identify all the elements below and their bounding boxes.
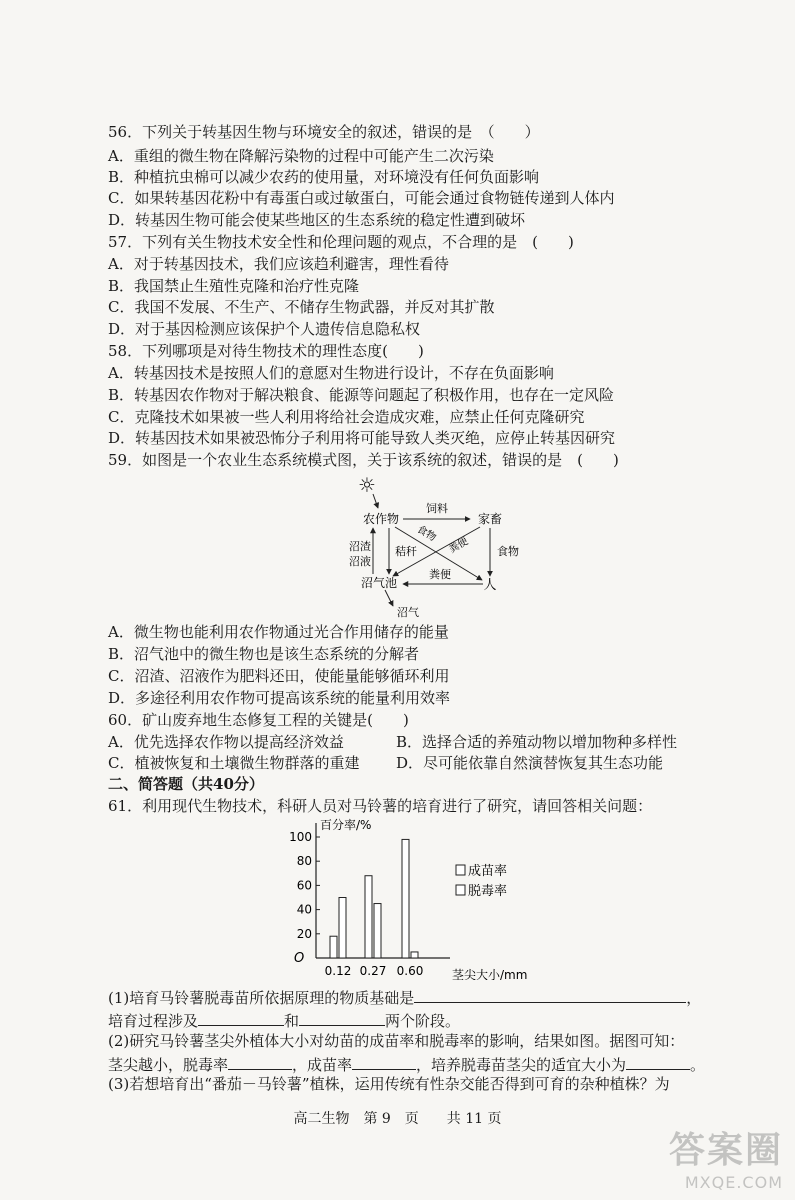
label-biogas: 沼气 <box>397 606 419 619</box>
bar-chart <box>270 815 570 980</box>
label-food-right: 食物 <box>497 545 519 558</box>
x-tick-label: 0.12 <box>324 964 352 978</box>
answer-blank-5[interactable] <box>352 1053 416 1070</box>
q61-sub1b-end: 两个阶段。 <box>385 1012 461 1030</box>
q61-sub1b-and: 和 <box>284 1012 300 1030</box>
q57-option-d: D．对于基因检测应该保护个人遗传信息隐私权 <box>108 320 421 338</box>
q58-stem: 58．下列哪项是对待生物技术的理性态度( ) <box>108 342 424 360</box>
arrow-biogas-out <box>385 590 393 606</box>
legend-swatch <box>456 865 465 875</box>
answer-blank-1[interactable] <box>414 986 686 1003</box>
q58-option-c: C．克隆技术如果被一些人利用将给社会造成灾难，应禁止任何克隆研究 <box>108 408 585 426</box>
q60-stem: 60．矿山废弃地生态修复工程的关键是( ) <box>108 711 409 729</box>
q57-option-c: C．我国不发展、不生产、不储存生物武器，并反对其扩散 <box>108 298 495 316</box>
q60-option-d: D．尽可能依靠自然演替恢复其生态功能 <box>396 754 664 772</box>
q60-option-a: A．优先选择农作物以提高经济效益 <box>108 733 344 751</box>
q61-stem: 61．利用现代生物技术，科研人员对马铃薯的培育进行了研究，请回答相关问题： <box>108 797 653 815</box>
q61-sub1b-text: 培育过程涉及 <box>108 1012 199 1030</box>
label-food-diagonal: 食物 <box>414 523 438 544</box>
y-axis-label: 百分率/% <box>320 818 372 832</box>
q58-option-b: B．转基因农作物对于解决粮食、能源等问题起了积极作用，也存在一定风险 <box>108 386 615 404</box>
node-biogas-pool: 沼气池 <box>360 576 398 590</box>
q61-sub2-text4: 。 <box>690 1056 706 1074</box>
legend-swatch <box>456 885 465 895</box>
bar-virus-free-rate <box>411 952 418 958</box>
answer-blank-2[interactable] <box>198 1009 284 1026</box>
q61-sub1-line2 <box>108 1009 460 1031</box>
q56-option-d: D．转基因生物可能会使某些地区的生态系统的稳定性遭到破坏 <box>108 211 526 229</box>
q58-option-d: D．转基因技术如果被恐怖分子利用将可能导致人类灭绝，应停止转基因研究 <box>108 429 616 447</box>
watermark-big: 答案圈 <box>668 1130 783 1171</box>
x-tick-label: 0.27 <box>359 964 387 978</box>
page-footer: 高二生物 第 9 页 共 11 页 <box>293 1111 502 1127</box>
y-tick-label: 80 <box>296 854 312 869</box>
q58-option-a: A．转基因技术是按照人们的意愿对生物进行设计，不存在负面影响 <box>108 364 554 382</box>
answer-blank-3[interactable] <box>299 1009 385 1026</box>
q56-option-a: A．重组的微生物在降解污染物的过程中可能产生二次污染 <box>108 147 494 165</box>
q61-sub1-line1 <box>108 986 701 1008</box>
answer-blank-6[interactable] <box>626 1053 690 1070</box>
y-tick-label: 100 <box>289 830 312 844</box>
q56-stem: 56．下列关于转基因生物与环境安全的叙述，错误的是 （ ） <box>108 123 540 141</box>
ecosystem-diagram <box>345 472 520 620</box>
label-residue-2: 沼液 <box>349 555 371 568</box>
q61-sub2-line2 <box>108 1053 705 1075</box>
q61-sub2-text1: 茎尖越小，脱毒率 <box>108 1056 229 1074</box>
answer-blank-4[interactable] <box>228 1053 292 1070</box>
label-residue-1: 沼渣 <box>349 540 371 553</box>
x-axis-label: 茎尖大小/mm <box>452 968 528 980</box>
q61-sub2-text3: ，培养脱毒苗茎尖的适宜大小为 <box>416 1056 627 1074</box>
q59-option-b: B．沼气池中的微生物也是该生态系统的分解者 <box>108 645 420 663</box>
q56-option-b: B．种植抗虫棉可以减少农药的使用量，对环境没有任何负面影响 <box>108 168 540 186</box>
q60-option-c: C．植被恢复和土壤微生物群落的重建 <box>108 754 360 772</box>
q61-sub3: (3)若想培育出“番茄－马铃薯”植株，运用传统有性杂交能否得到可育的杂种植株？为 <box>108 1075 670 1093</box>
node-human: 人 <box>483 578 497 593</box>
bar-seedling-rate <box>402 839 409 958</box>
q59-option-a: A．微生物也能利用农作物通过光合作用储存的能量 <box>108 623 449 641</box>
q60-option-b: B．选择合适的养殖动物以增加物种多样性 <box>396 733 678 751</box>
bar-virus-free-rate <box>374 904 381 958</box>
label-dung-diagonal: 粪便 <box>447 536 471 556</box>
q59-option-d: D．多途径利用农作物可提高该系统的能量利用效率 <box>108 689 451 707</box>
node-crop: 农作物 <box>362 512 400 526</box>
q57-option-b: B．我国禁止生殖性克隆和治疗性克隆 <box>108 277 360 295</box>
q59-option-c: C．沼渣、沼液作为肥料还田，使能量能够循环利用 <box>108 667 450 685</box>
q57-option-a: A．对于转基因技术，我们应该趋利避害，理性看待 <box>108 255 449 273</box>
bar-seedling-rate <box>365 876 372 958</box>
label-straw: 秸秆 <box>395 545 417 558</box>
node-livestock: 家畜 <box>477 512 503 526</box>
y-tick-label: 60 <box>296 878 312 893</box>
legend-label: 脱毒率 <box>468 884 508 899</box>
x-tick-label: 0.60 <box>396 964 424 978</box>
section-title: 二、简答题（共40分） <box>108 775 264 793</box>
q59-stem: 59．如图是一个农业生态系统模式图，关于该系统的叙述，错误的是 ( ) <box>108 451 619 469</box>
q56-option-c: C．如果转基因花粉中有毒蛋白或过敏蛋白，可能会通过食物链传递到人体内 <box>108 189 615 207</box>
q61-sub2-line1: (2)研究马铃薯茎尖外植体大小对幼苗的成苗率和脱毒率的影响，结果如图。据图可知： <box>108 1032 685 1050</box>
label-dung-bottom: 粪便 <box>429 568 451 581</box>
q61-sub1-comma: ， <box>686 989 702 1007</box>
y-tick-label: 40 <box>296 902 312 917</box>
bar-virus-free-rate <box>339 898 346 959</box>
legend-label: 成苗率 <box>468 864 508 879</box>
watermark-logo <box>669 1122 783 1192</box>
q57-stem: 57．下列有关生物技术安全性和伦理问题的观点，不合理的是 ( ) <box>108 233 574 251</box>
sun-icon: ☼ <box>358 473 376 497</box>
q61-sub1-text: (1)培育马铃薯脱毒苗所依据原理的物质基础是 <box>108 989 415 1007</box>
bar-seedling-rate <box>330 936 337 958</box>
y-tick-label: 20 <box>296 926 312 941</box>
watermark-small: MXQE.COM <box>684 1173 783 1192</box>
label-feed: 饲料 <box>426 502 448 515</box>
axis-origin: O <box>294 951 305 966</box>
q61-sub2-text2: ，成苗率 <box>292 1056 353 1074</box>
